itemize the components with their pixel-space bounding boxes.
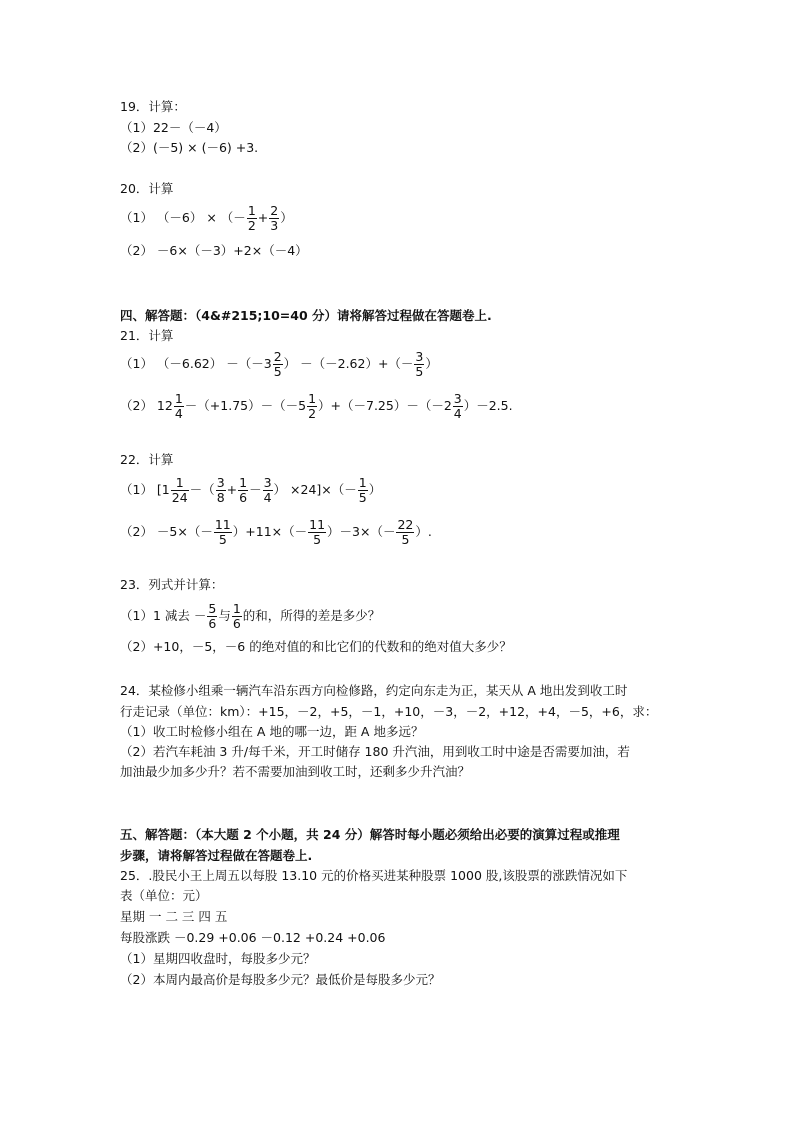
q22-fraction-5: $\frac{1}{5}$ [358,475,367,505]
q23-part1: （1）1 减去 － $\frac{5}{6}$ 与 $\frac{1}{6}$ 的和，所得的差是多少？ [120,601,381,631]
q20-title: 20．计算 [120,181,174,196]
q22-fraction-6: $\frac{11}{5}$ [214,517,231,547]
q25-weekday-row: 星期 一 二 三 四 五 [120,909,228,924]
q22-fraction-1: $\frac{1}{24}$ [171,475,188,505]
q25-line-1: 25．.股民小王上周五以每股 13.10 元的价格买进某种股票 1000 股,该股票的涨跌情况如下 [120,868,628,883]
section-5-heading-line-2: 步骤，请将解答过程做在答题卷上. [120,848,313,863]
q25-part1: （1）星期四收盘时，每股多少元？ [120,951,316,966]
q22-fraction-3: $\frac{1}{6}$ [239,475,248,505]
q24-line-5: 加油最少加多少升？若不需要加油到收工时，还剩多少升汽油？ [120,764,471,779]
q20-fraction-2: $\frac{2}{3}$ [270,203,279,233]
q21-fraction-5: $\frac{3}{4}$ [453,391,462,421]
q20-part2: （2） －6×（－3）+2×（－4） [120,243,308,258]
q21-fraction-2: $\frac{3}{5}$ [415,349,424,379]
q21-part1: （1） （－6.62） －（－3 $\frac{2}{5}$ ） －（－2.62）+（－ $\frac{3}{5}$ ） [120,349,438,379]
q20-part1: （1） （－6） × （－ $\frac{1}{2}$ + $\frac{2}{3}$ ） [120,203,293,233]
q22-fraction-4: $\frac{3}{4}$ [263,475,272,505]
q24-line-2: 行走记录（单位：km）：+15，－2，+5，－1，+10，－3，－2，+12，+4，－5，+6，求： [120,704,658,719]
section-5-heading-line-1: 五、解答题：（本大题 2 个小题，共 24 分）解答时每小题必须给出必要的演算过程或推理 [120,827,620,842]
q21-title: 21．计算 [120,328,174,343]
q21-fraction-3: $\frac{1}{4}$ [174,391,183,421]
q19-part1: （1）22－（－4） [120,120,227,135]
q24-line-4: （2）若汽车耗油 3 升/每千米，开工时储存 180 升汽油，用到收工时中途是否需要加油，若 [120,744,630,759]
q20-p1-prefix: （1） （－6） × （－ [120,210,246,225]
q19-part2: （2）(－5) × (－6) +3. [120,140,259,155]
q21-part2: （2） 12 $\frac{1}{4}$ －（+1.75）－（－5 $\frac{1}{2}$ ）+（－7.25）－（－2 $\frac{3}{4}$ ）－2.5. [120,391,513,421]
q23-fraction-2: $\frac{1}{6}$ [232,601,241,631]
q22-part2: （2） －5×（－ $\frac{11}{5}$ ）+11×（－ $\frac{11}{5}$ ）－3×（－ $\frac{22}{5}$ ）. [120,517,432,547]
q23-fraction-1: $\frac{5}{6}$ [208,601,217,631]
q20-fraction-1: $\frac{1}{2}$ [247,203,256,233]
q25-part2: （2）本周内最高价是每股多少元？最低价是每股多少元？ [120,972,441,987]
q23-part2: （2）+10，－5，－6 的绝对值的和比它们的代数和的绝对值大多少？ [120,639,512,654]
q21-fraction-1: $\frac{2}{5}$ [273,349,282,379]
q23-title: 23．列式并计算： [120,577,224,592]
q22-title: 22．计算 [120,452,174,467]
q25-line-2: 表（单位：元） [120,888,208,903]
q25-change-row: 每股涨跌 －0.29 +0.06 －0.12 +0.24 +0.06 [120,930,386,945]
q24-line-1: 24．某检修小组乘一辆汽车沿东西方向检修路，约定向东走为正，某天从 A 地出发到收工时 [120,683,628,698]
q21-fraction-4: $\frac{1}{2}$ [308,391,317,421]
q22-fraction-7: $\frac{11}{5}$ [309,517,326,547]
q24-line-3: （1）收工时检修小组在 A 地的哪一边，距 A 地多远？ [120,724,424,739]
q22-fraction-8: $\frac{22}{5}$ [397,517,414,547]
q19-title: 19．计算： [120,99,186,114]
section-4-heading: 四、解答题：（4&#215;10=40 分）请将解答过程做在答题卷上. [120,308,492,323]
q22-part1: （1） [1 $\frac{1}{24}$ －（ $\frac{3}{8}$ + $\frac{1}{6}$ － $\frac{3}{4}$ ） ×24]×（－ $\frac{1}{5}$ ） [120,475,382,505]
q22-fraction-2: $\frac{3}{8}$ [216,475,225,505]
